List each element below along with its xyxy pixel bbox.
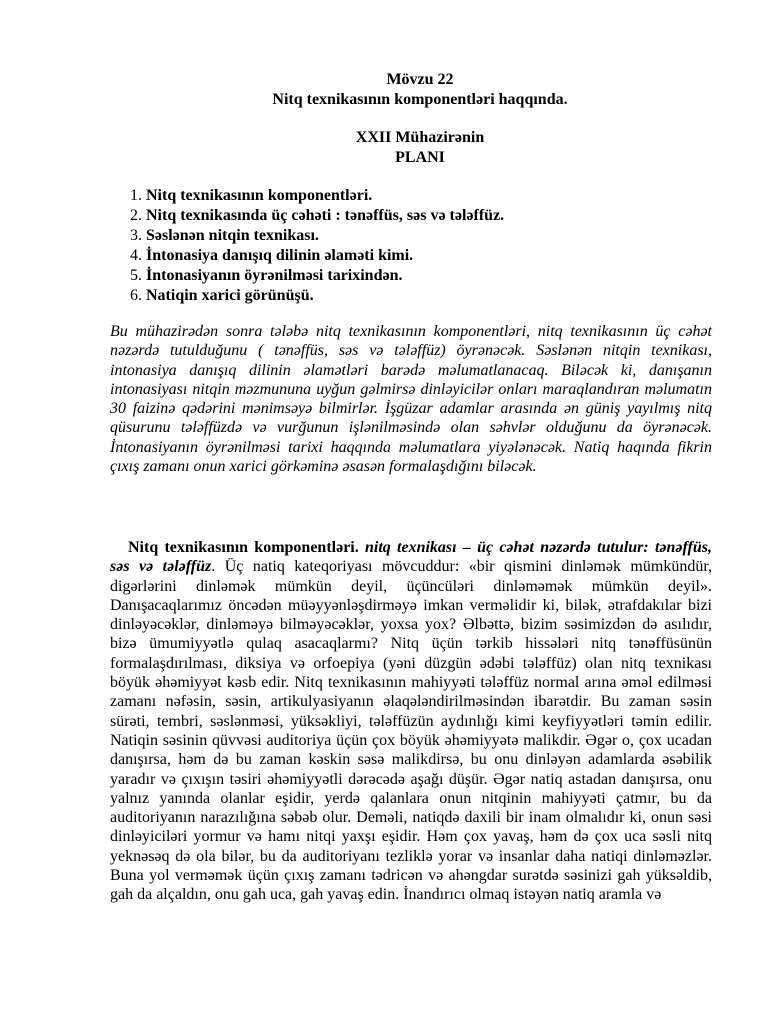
plan-item: 6. Natiqin xarici görünüşü. (130, 287, 314, 304)
plan-list (130, 186, 504, 306)
section-lead-emphasis: nitq texnikası – üç cəhət nəzərdə tutulur: tənəffüs, səs və tələffüz (110, 539, 712, 576)
plan-item: 3. Səslənən nitqin texnikası. (130, 227, 319, 244)
plan-heading: PLANI (395, 149, 445, 166)
topic-number: Mövzu 22 (386, 71, 454, 88)
lecture-heading: XXII Mühazirənin (355, 129, 485, 146)
intro-paragraph: Bu mühazirədən sonra tələbə nitq texnikasının komponentləri, nitq texnikasının üç cəhət nəzərdə tutulduğunu ( tənəffüs, səs və tələffüz) öyrənəcək. Səslənən nitqin texnikası, intonasiya danışıq dilinin əlamətləri barədə məlumatlanacaq. Biləcək ki, danışanın intonasiyası nitqin məzmununa uyğun gəlmirsə dinləyicilər onları maraqlandıran məlumatın 30 faizinə qədərini mənimsəyə bilmirlər. İşgüzar adamlar arasında ən güniş yayılmış nitq qüsurunu tələffüzdə və vurğunun işlənilməsində olan səhvlər olduğunu da öyrənəcək. İntonasiyanın öyrənilməsi tarixi haqqında məlumatlara yiyələnəcək. Natiq haqında fikrin çıxış zamanı onun xarici görkəminə əsasən formalaşdığını biləcək. (110, 323, 712, 476)
body-paragraph (110, 538, 712, 905)
plan-item: 4. İntonasiya danışıq dilinin əlaməti kimi. (130, 247, 414, 264)
plan-item: 5. İntonasiyanın öyrənilməsi tarixindən. (130, 267, 403, 284)
body-text: . Üç natiq kateqoriyası mövcuddur: «bir qismini dinləmək mümkündür, digərlərini dinləmək mümkün deyil, üçüncüləri dinləməmək mümkün deyil». Danışacaqlarımız öncədən müəyyənləşdirməyə imkan verməlidir ki, bilək, ətrafdakılar bizi dinləyəcəklər, dinləməyə bilməyəcəklər, yoxsa yox? Əlbəttə, bizim səsimizdən də asılıdır, bizə ümumiyyətlə qulaq asacaqlarmı? Nitq üçün tərkib hissələri nitq tənəffüsünün formalaşdırılması, diksiya və orfoepiya (yəni düzgün ədəbi tələffüz) olan nitq texnikası böyük əhəmiyyət kəsb edir. Nitq texnikasının mahiyyəti tələffüz normal arına əməl edilməsi zamanı nəfəsin, səsin, artikulyasiyanın əlaqələndirilməsindən ibarətdir. Bu zaman səsin sürəti, tembri, səslənməsi, yüksəkliyi, tələffüzün aydınlığı kimi keyfiyyətləri təmin edilir. Natiqin səsinin qüvvəsi auditoriya üçün çox böyük əhəmiyyətə malikdir. Əgər o, çox ucadan danışırsa, həm də bu zaman kəskin səsə malikdirsə, bu onu dinləyən adamlarda əsəbilik yaradır və çıxışın təsiri əhəmiyyətli dərəcədə aşağı düşür. Əgər natiq astadan danışırsa, onu yalnız yanında olanlar eşidir, yerdə qalanlara onun nitqinin mahiyyəti çatmır, bu da auditoriyanın narazılığına səbəb olur. Deməli, natiqdə daxili bir inam olmalıdır ki, onun səsi dinləyiciləri yormur və hamı nitqi yaxşı eşidir. Həm çox yavaş, həm də çox uca səsli nitq yeknəsəq də ola bilər, bu da auditoriyanı tezliklə yorar və insanlar daha natiqi dinləməzlər. Buna yol verməmək üçün çıxış zamanı tədricən və ahəngdar surətdə səsinizi gah yüksəldib, gah da alçaldın, onu gah uca, gah yavaş edin. İnandırıcı olmaq istəyən natiq aramla və (110, 558, 713, 904)
section-lead: Nitq texnikasının komponentləri. (128, 539, 359, 556)
topic-title: Nitq texnikasının komponentləri haqqında. (272, 91, 568, 108)
plan-item: 2. Nitq texnikasında üç cəhəti : tənəffüs, səs və tələffüz. (130, 207, 505, 224)
plan-item: 1. Nitq texnikasının komponentləri. (130, 187, 373, 204)
